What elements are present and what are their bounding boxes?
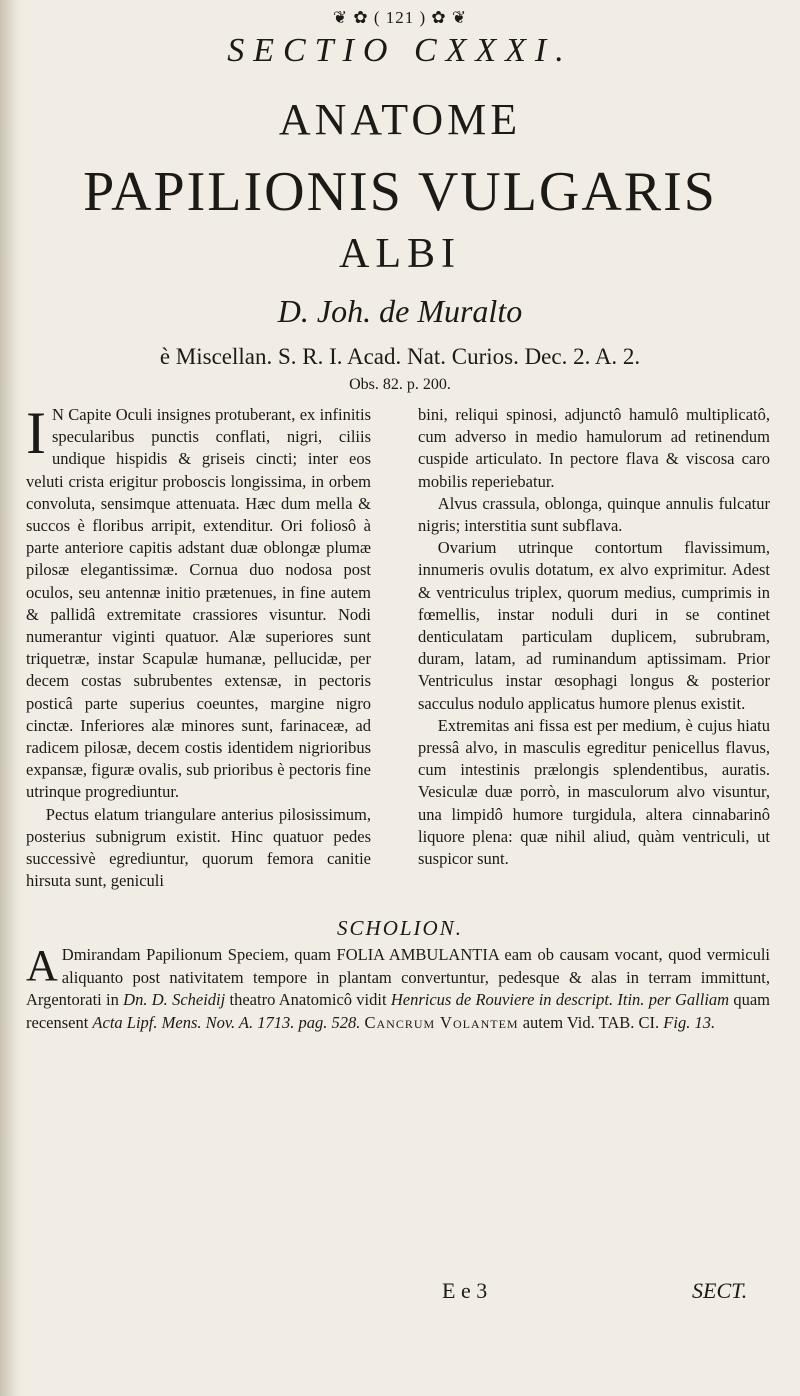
scholion-text-e: autem Vid. TAB. CI. — [518, 1012, 664, 1032]
scholion-text-c: quam recensent — [26, 990, 771, 1032]
author-line: D. Joh. de Muralto — [277, 293, 523, 329]
catchword: SECT. — [692, 1278, 748, 1303]
right-paragraph-3: Ovarium utrinque contortum flavissimum, innumeris ovulis dotatum, ex alvo exprimitur. Adest & ventriculus triplex, quorum medius, cumprimis in fœmellis, instar noduli duri in se continet denticulatam particulam duplicem, subrubram, duram, latam, ad ruminandum aptissimam. Prior Ventriculus instar œsophagi longus & posterior sacculus nodulo applicatus humore plenus existit. — [418, 538, 770, 713]
scholion-ref-3: Acta Lipf. Mens. Nov. A. 1713. pag. 528. — [92, 1012, 361, 1032]
fleuron-right-icon: ✿ ❦ — [426, 8, 468, 27]
left-paragraph-1 — [26, 400, 371, 804]
title-line-2: PAPILIONIS VULGARIS — [83, 161, 717, 223]
section-heading: SECTIO CXXXI. — [227, 32, 573, 69]
page-number: ( 121 ) — [373, 8, 427, 27]
source-citation: è Miscellan. S. R. I. Acad. Nat. Curios. Dec. 2. A. 2. — [159, 344, 641, 369]
scholion-heading: SCHOLION. — [337, 916, 463, 940]
left-column — [26, 400, 371, 892]
scholion-text-a: Dmirandam Papilionum Speciem, quam FOLIA AMBULANTIA eam ob causam vocant, quod vermiculi aliquanto post nativitatem tempore in plantam convertuntur, pedesque & alas in terram immittunt, Argentorati in — [26, 945, 770, 1009]
left-paragraph-2: Pectus elatum triangulare anterius pilosissimum, posterius subnigrum existit. Hinc quatuor pedes successivè egrediuntur, quorum femora canitie hirsuta sunt, geniculi — [26, 804, 371, 891]
scholion-ref-4: Fig. 13. — [663, 1012, 716, 1032]
scholion-text-b: theatro Anatomicô vidit — [225, 990, 391, 1009]
scholion-ref-1: Dn. D. Scheidij — [123, 990, 226, 1009]
fleuron-left-icon: ❦ ✿ — [332, 8, 374, 27]
scholion-drop-cap: A — [26, 941, 58, 990]
title-line-1: ANATOME — [278, 95, 522, 144]
scholion-text — [26, 941, 771, 1034]
right-paragraph-1: bini, reliqui spinosi, adjunctô hamulô multiplicatô, cum adverso in medio hamulorum ad retinendum cuspide articulato. In pectore flava & viscosa caro mobilis reperiebatur. — [418, 405, 770, 491]
scholion-small-caps: Cancrum Volantem — [364, 1012, 519, 1032]
title-line-3: ALBI — [339, 231, 461, 277]
drop-cap: I — [26, 400, 46, 466]
left-paragraph-1-text: N Capite Oculi insignes protuberant, ex infinitis specularibus punctis conflati, nigri, ciliis undique hispidis & griseis cincti; inter eos veluti crista erigitur proboscis longissima, in orbem convoluta, sensimque attenuata. Hæc dum mella & succos è floribus arripit, extenditur. Ori foliosô à parte anteriore capitis adstant duæ oblongæ plumæ pilosæ elegantissimæ. Cornua duo nodosa post oculos, seu antennæ initio prætenues, in fine autem & pallidâ extremitate crassiores visuntur. Nodi numerantur viginti quatuor. Alæ superiores sunt triquetræ, instar Scapulæ humanæ, pellucidæ, per decem costas subrubentes extensæ, in pectoris posticâ parte superius coeuntes, margine nigro cinctæ. Inferiores alæ minores sunt, farinaceæ, ad radicem pilosæ, decem costis identidem nigrioribus expansæ, figuræ ovalis, sub prioribus è pectoris fine utrinque progrediuntur. — [26, 405, 371, 802]
right-paragraph-4: Extremitas ani fissa est per medium, è cujus hiatu pressâ alvo, in masculis egreditur penicellus flavus, cum intestinis prælongis splendentibus, auratis. Vesiculæ duæ porrò, in masculorum alvo visuntur, una limpidô humore turgidula, altera cinnabarinô liquore plena: quæ nihil aliud, quàm ventriculi, ut suspicor sunt. — [418, 715, 770, 869]
page-number-ornament — [0, 8, 800, 28]
right-paragraph-2: Alvus crassula, oblonga, quinque annulis fulcatur nigris; interstitia sunt subflava. — [418, 493, 770, 536]
observation-citation: Obs. 82. p. 200. — [349, 376, 451, 393]
signature-mark: E e 3 — [442, 1278, 488, 1303]
scholion-ref-2: Henricus de Rouviere in descript. Itin. per Galliam — [390, 990, 730, 1009]
right-column — [418, 404, 770, 870]
